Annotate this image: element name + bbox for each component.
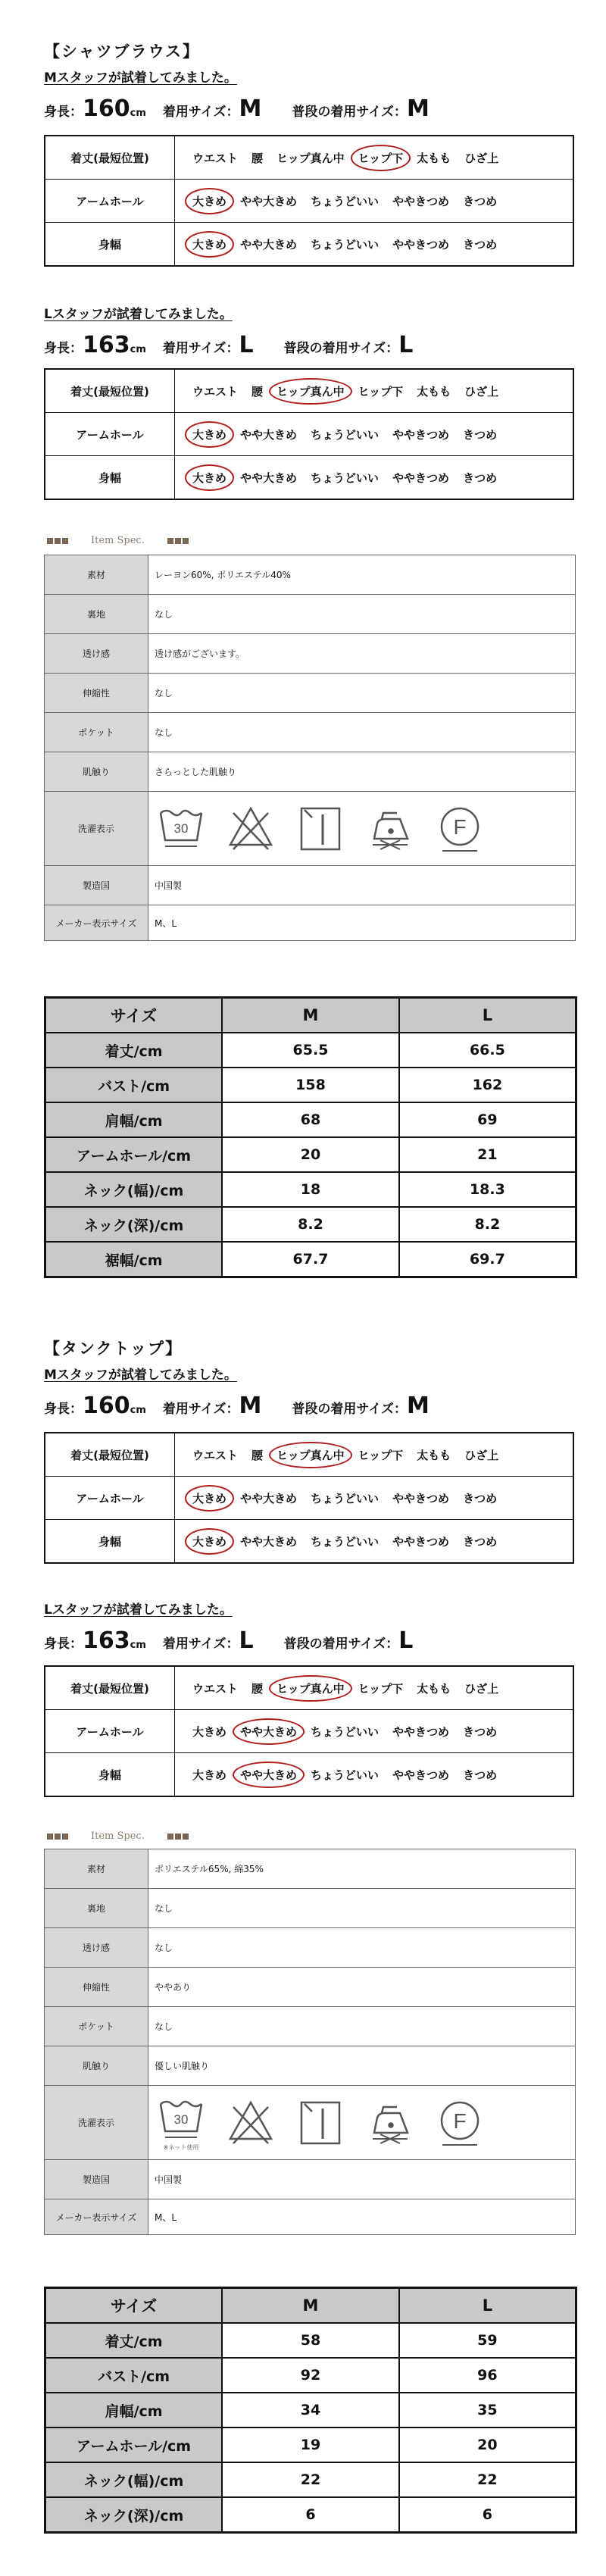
size-value: 20 [399, 2428, 576, 2462]
height-value: 160 [83, 1393, 130, 1419]
spec-key: 素材 [45, 1849, 148, 1889]
spec-value: 中国製 [148, 866, 576, 905]
fit-option: ひざ上 [464, 384, 499, 399]
fit-option: やや大きめ [240, 194, 298, 208]
fit-options [175, 413, 574, 456]
spec-row [45, 2046, 576, 2086]
fit-option: ウエスト [192, 384, 239, 399]
fit-option-selected: ヒップ真ん中 [274, 1677, 347, 1699]
size-table-header [45, 2288, 576, 2324]
fit-row-label: 着丈(最短位置) [45, 369, 175, 413]
size-label: 着用サイズ： [162, 1637, 239, 1652]
fit-row [45, 1520, 573, 1564]
spec-value: 中国製 [148, 2160, 576, 2199]
size-header-cell: L [399, 998, 576, 1033]
fit-option: ひざ上 [464, 1448, 499, 1462]
size-value: 8.2 [222, 1207, 399, 1242]
no-bleach-icon [227, 2096, 274, 2149]
fit-option-selected: ヒップ真ん中 [274, 380, 347, 402]
size-value: 69 [399, 1102, 576, 1137]
size-value: 18.3 [399, 1172, 576, 1207]
size-value: 18 [222, 1172, 399, 1207]
usual-size-value: M [407, 1393, 430, 1419]
spec-key: メーカー表示サイズ [45, 905, 148, 941]
spec-key: 製造国 [45, 866, 148, 905]
spec-row [45, 2160, 576, 2199]
fit-option-selected: やや大きめ [238, 1721, 299, 1743]
spec-value: なし [148, 1928, 576, 1968]
fit-option: ちょうどいい [311, 1768, 380, 1782]
fit-option: ややきつめ [392, 237, 450, 252]
usual-size-label: 普段の着用サイズ： [283, 341, 399, 356]
fit-option: ややきつめ [392, 1768, 450, 1782]
fit-options [175, 1520, 574, 1564]
spec-key: 洗濯表示 [45, 792, 148, 866]
fit-option: ちょうどいい [311, 1534, 380, 1549]
fit-options [175, 136, 574, 180]
fit-option-selected: 大きめ [190, 467, 229, 489]
spec-row [45, 2007, 576, 2046]
fit-option: きつめ [463, 1491, 498, 1505]
fit-option: ちょうどいい [311, 194, 380, 208]
height-value: 163 [83, 1627, 130, 1654]
spec-row [45, 2086, 576, 2160]
size-measure-label: バスト/cm [45, 1068, 223, 1102]
size-row [45, 1242, 576, 1277]
size-row [45, 1033, 576, 1068]
fit-row-label: 身幅 [45, 1753, 175, 1797]
spec-value: ポリエステル65%, 綿35% [148, 1849, 576, 1889]
fit-option-selected: 大きめ [190, 1487, 229, 1509]
spec-row [45, 1968, 576, 2007]
spec-key: ポケット [45, 2007, 148, 2046]
fit-table [44, 368, 574, 500]
fit-option-selected: ヒップ真ん中 [274, 1444, 347, 1466]
fit-option: ちょうどいい [311, 470, 380, 485]
hang-dry-icon [297, 2096, 344, 2149]
fit-option: 腰 [251, 151, 264, 165]
fit-option-selected: 大きめ [190, 190, 229, 212]
spec-row [45, 555, 576, 595]
fit-option: ヒップ下 [358, 1681, 404, 1696]
fit-option: 腰 [251, 1448, 264, 1462]
fit-option: ちょうどいい [311, 237, 380, 252]
fit-row-label: 身幅 [45, 223, 175, 267]
fit-table [44, 135, 574, 267]
fit-option: やや大きめ [240, 1491, 298, 1505]
fit-row-label: 着丈(最短位置) [45, 1433, 175, 1477]
spec-key: 肌触り [45, 752, 148, 792]
spec-key: ポケット [45, 713, 148, 752]
fit-row-label: 身幅 [45, 1520, 175, 1564]
fit-option: きつめ [463, 1534, 498, 1549]
fit-options [175, 180, 574, 223]
size-value: 65.5 [222, 1033, 399, 1068]
height-unit: cm [130, 1405, 146, 1416]
size-value: 6 [399, 2497, 576, 2533]
fit-option: ややきつめ [392, 194, 450, 208]
size-header-cell: M [222, 998, 399, 1033]
spec-value: さらっとした肌触り [148, 752, 576, 792]
spec-row [45, 866, 576, 905]
usual-size-label: 普段の着用サイズ： [292, 1402, 408, 1417]
fit-table [44, 1432, 574, 1564]
size-row [45, 1207, 576, 1242]
fit-options [175, 369, 574, 413]
spec-key: 透け感 [45, 1928, 148, 1968]
svg-text:F: F [453, 2109, 467, 2133]
fit-option: ウエスト [192, 1448, 239, 1462]
size-value: L [239, 1627, 254, 1654]
height-value: 163 [83, 332, 130, 358]
fit-option: やや大きめ [240, 470, 298, 485]
fit-option: 太もも [417, 151, 451, 165]
item-spec-heading: Item Spec. [47, 535, 190, 546]
fit-option: きつめ [463, 237, 498, 252]
fit-option: ややきつめ [392, 427, 450, 442]
fit-option: ややきつめ [392, 1724, 450, 1739]
fit-option: きつめ [463, 1768, 498, 1782]
size-value: 68 [222, 1102, 399, 1137]
fit-option: ひざ上 [464, 1681, 499, 1696]
size-value: 158 [222, 1068, 399, 1102]
fit-option: 大きめ [192, 1724, 227, 1739]
spec-value: なし [148, 2007, 576, 2046]
fit-row [45, 1666, 573, 1710]
size-measure-label: アームホール/cm [45, 2428, 223, 2462]
height-label: 身長： [44, 105, 83, 120]
fit-row [45, 1710, 573, 1753]
item-spec-heading: Item Spec. [47, 1830, 190, 1842]
iron-low-icon [367, 802, 414, 855]
fit-option: ヒップ下 [358, 1448, 404, 1462]
svg-text:F: F [453, 814, 467, 839]
fit-option: ややきつめ [392, 470, 450, 485]
fit-option: やや大きめ [240, 427, 298, 442]
size-value: 66.5 [399, 1033, 576, 1068]
usual-size-value: M [407, 95, 430, 122]
size-row [45, 2497, 576, 2533]
size-measure-label: ネック(幅)/cm [45, 1172, 223, 1207]
size-value: 69.7 [399, 1242, 576, 1277]
fit-option: ひざ上 [464, 151, 499, 165]
spec-row [45, 1889, 576, 1928]
spec-key: 伸縮性 [45, 1968, 148, 2007]
size-measure-label: 着丈/cm [45, 2323, 223, 2358]
fit-row-label: アームホール [45, 413, 175, 456]
size-measure-label: ネック(幅)/cm [45, 2462, 223, 2497]
fit-option: やや大きめ [240, 237, 298, 252]
fit-option: 大きめ [192, 1768, 227, 1782]
size-value: 21 [399, 1137, 576, 1172]
spec-row [45, 674, 576, 713]
fit-options [175, 1666, 574, 1710]
size-header-cell: L [399, 2288, 576, 2324]
spec-value: なし [148, 1889, 576, 1928]
staff-m-heading: Mスタッフが試着してみました。 [44, 70, 237, 86]
size-measure-label: アームホール/cm [45, 1137, 223, 1172]
size-measure-label: 裾幅/cm [45, 1242, 223, 1277]
size-measure-label: 肩幅/cm [45, 2393, 223, 2428]
spec-row [45, 1849, 576, 1889]
spec-value: レーヨン60%, ポリエステル40% [148, 555, 576, 595]
fit-option-selected: 大きめ [190, 1530, 229, 1552]
spec-value: 透け感がございます。 [148, 634, 576, 674]
size-value: 35 [399, 2393, 576, 2428]
spec-key: 透け感 [45, 634, 148, 674]
size-label: 着用サイズ： [162, 341, 239, 356]
spec-row [45, 752, 576, 792]
fit-row [45, 369, 573, 413]
size-label: 着用サイズ： [162, 1402, 239, 1417]
fit-row [45, 413, 573, 456]
spec-key: 肌触り [45, 2046, 148, 2086]
fit-options [175, 223, 574, 267]
size-measure-label: ネック(深)/cm [45, 1207, 223, 1242]
spec-row [45, 1928, 576, 1968]
item-spec-table [44, 1849, 576, 2235]
hang-dry-icon [297, 802, 344, 855]
size-table-header [45, 998, 576, 1033]
fit-option: きつめ [463, 470, 498, 485]
fit-option-selected: 大きめ [190, 233, 229, 255]
fit-options [175, 1710, 574, 1753]
fit-row [45, 456, 573, 500]
wash-30-net-icon [158, 2093, 205, 2152]
fit-option: 腰 [251, 1681, 264, 1696]
size-label: 着用サイズ： [162, 105, 239, 120]
care-symbols [148, 2086, 576, 2160]
size-value: 58 [222, 2323, 399, 2358]
fit-row-label: アームホール [45, 1710, 175, 1753]
spec-key: 裏地 [45, 1889, 148, 1928]
spec-value: なし [148, 674, 576, 713]
usual-size-value: L [398, 332, 414, 358]
size-value: 22 [399, 2462, 576, 2497]
fit-table [44, 1665, 574, 1797]
fit-option: きつめ [463, 1724, 498, 1739]
fit-option: 太もも [417, 1681, 451, 1696]
size-row [45, 2428, 576, 2462]
size-value: 20 [222, 1137, 399, 1172]
fit-options [175, 1477, 574, 1520]
height-unit: cm [130, 344, 146, 355]
height-unit: cm [130, 108, 146, 119]
spec-value: 優しい肌触り [148, 2046, 576, 2086]
spec-key: 製造国 [45, 2160, 148, 2199]
height-label: 身長： [44, 1402, 83, 1417]
dry-clean-f-icon [436, 2096, 483, 2149]
care-symbols [148, 792, 576, 866]
staff-m-info [44, 1393, 430, 1419]
size-row [45, 2393, 576, 2428]
size-value: 67.7 [222, 1242, 399, 1277]
spec-key: 洗濯表示 [45, 2086, 148, 2160]
fit-option-selected: やや大きめ [238, 1764, 299, 1786]
fit-option: ややきつめ [392, 1534, 450, 1549]
fit-option: ヒップ下 [358, 384, 404, 399]
size-measure-label: バスト/cm [45, 2358, 223, 2393]
staff-m-info [44, 95, 430, 122]
fit-row [45, 180, 573, 223]
height-label: 身長： [44, 341, 83, 356]
size-row [45, 1137, 576, 1172]
size-value: 92 [222, 2358, 399, 2393]
fit-option: きつめ [463, 427, 498, 442]
spec-value: ややあり [148, 1968, 576, 2007]
fit-row [45, 1753, 573, 1797]
staff-l-heading: Lスタッフが試着してみました。 [44, 307, 233, 322]
spec-value: なし [148, 595, 576, 634]
size-row [45, 1068, 576, 1102]
wash-30-icon [158, 802, 205, 855]
size-value: M [239, 95, 262, 122]
usual-size-label: 普段の着用サイズ： [283, 1637, 399, 1652]
fit-row-label: 着丈(最短位置) [45, 1666, 175, 1710]
spec-value: M、L [148, 2199, 576, 2235]
size-value: 59 [399, 2323, 576, 2358]
staff-m-heading: Mスタッフが試着してみました。 [44, 1368, 237, 1383]
usual-size-value: L [398, 1627, 414, 1654]
spec-row [45, 2199, 576, 2235]
dry-clean-f-icon [436, 802, 483, 855]
fit-options [175, 456, 574, 500]
size-header-cell: M [222, 2288, 399, 2324]
spec-key: メーカー表示サイズ [45, 2199, 148, 2235]
staff-l-info [44, 1627, 413, 1654]
spec-key: 素材 [45, 555, 148, 595]
size-value: 162 [399, 1068, 576, 1102]
fit-row [45, 136, 573, 180]
svg-text:30: 30 [173, 2112, 189, 2127]
size-value: 22 [222, 2462, 399, 2497]
size-measure-label: 着丈/cm [45, 1033, 223, 1068]
section-title: 【タンクトップ】 [44, 1340, 183, 1358]
fit-option-selected: 大きめ [190, 424, 229, 445]
size-value: L [239, 332, 254, 358]
svg-text:30: 30 [173, 821, 189, 836]
size-measure-label: ネック(深)/cm [45, 2497, 223, 2533]
spec-value: M、L [148, 905, 576, 941]
size-row [45, 1102, 576, 1137]
size-table [44, 2287, 577, 2534]
spec-key: 伸縮性 [45, 674, 148, 713]
height-value: 160 [83, 95, 130, 122]
spec-row [45, 595, 576, 634]
size-value: 96 [399, 2358, 576, 2393]
size-value: M [239, 1393, 262, 1419]
fit-option: ウエスト [192, 151, 239, 165]
fit-option: やや大きめ [240, 1534, 298, 1549]
size-value: 6 [222, 2497, 399, 2533]
spec-row [45, 905, 576, 941]
size-row [45, 1172, 576, 1207]
fit-row-label: アームホール [45, 180, 175, 223]
fit-row [45, 1433, 573, 1477]
fit-option: 太もも [417, 1448, 451, 1462]
fit-option: 腰 [251, 384, 264, 399]
fit-row [45, 1477, 573, 1520]
fit-option: 太もも [417, 384, 451, 399]
fit-row-label: アームホール [45, 1477, 175, 1520]
no-bleach-icon [227, 802, 274, 855]
usual-size-label: 普段の着用サイズ： [292, 105, 408, 120]
fit-option: ウエスト [192, 1681, 239, 1696]
fit-option-selected: ヒップ下 [356, 147, 406, 169]
size-header-cell: サイズ [45, 998, 223, 1033]
height-unit: cm [130, 1640, 146, 1651]
fit-option: きつめ [463, 194, 498, 208]
fit-option: ややきつめ [392, 1491, 450, 1505]
fit-option: ちょうどいい [311, 427, 380, 442]
fit-row-label: 着丈(最短位置) [45, 136, 175, 180]
item-spec-table [44, 555, 576, 941]
size-row [45, 2462, 576, 2497]
fit-row-label: 身幅 [45, 456, 175, 500]
spec-row [45, 792, 576, 866]
height-label: 身長： [44, 1637, 83, 1652]
fit-option: ちょうどいい [311, 1491, 380, 1505]
size-row [45, 2323, 576, 2358]
fit-options [175, 1433, 574, 1477]
fit-option: ヒップ真ん中 [276, 151, 345, 165]
section-title: 【シャツブラウス】 [44, 42, 200, 61]
fit-options [175, 1753, 574, 1797]
spec-row [45, 634, 576, 674]
iron-low-icon [367, 2096, 414, 2149]
size-value: 19 [222, 2428, 399, 2462]
spec-key: 裏地 [45, 595, 148, 634]
staff-l-info [44, 332, 413, 358]
size-measure-label: 肩幅/cm [45, 1102, 223, 1137]
size-header-cell: サイズ [45, 2288, 223, 2324]
size-value: 34 [222, 2393, 399, 2428]
size-row [45, 2358, 576, 2393]
fit-option: ちょうどいい [311, 1724, 380, 1739]
spec-row [45, 713, 576, 752]
fit-row [45, 223, 573, 267]
size-value: 8.2 [399, 1207, 576, 1242]
size-table [44, 996, 577, 1278]
care-note: ※ネット使用 [163, 2144, 199, 2151]
spec-value: なし [148, 713, 576, 752]
staff-l-heading: Lスタッフが試着してみました。 [44, 1602, 233, 1618]
